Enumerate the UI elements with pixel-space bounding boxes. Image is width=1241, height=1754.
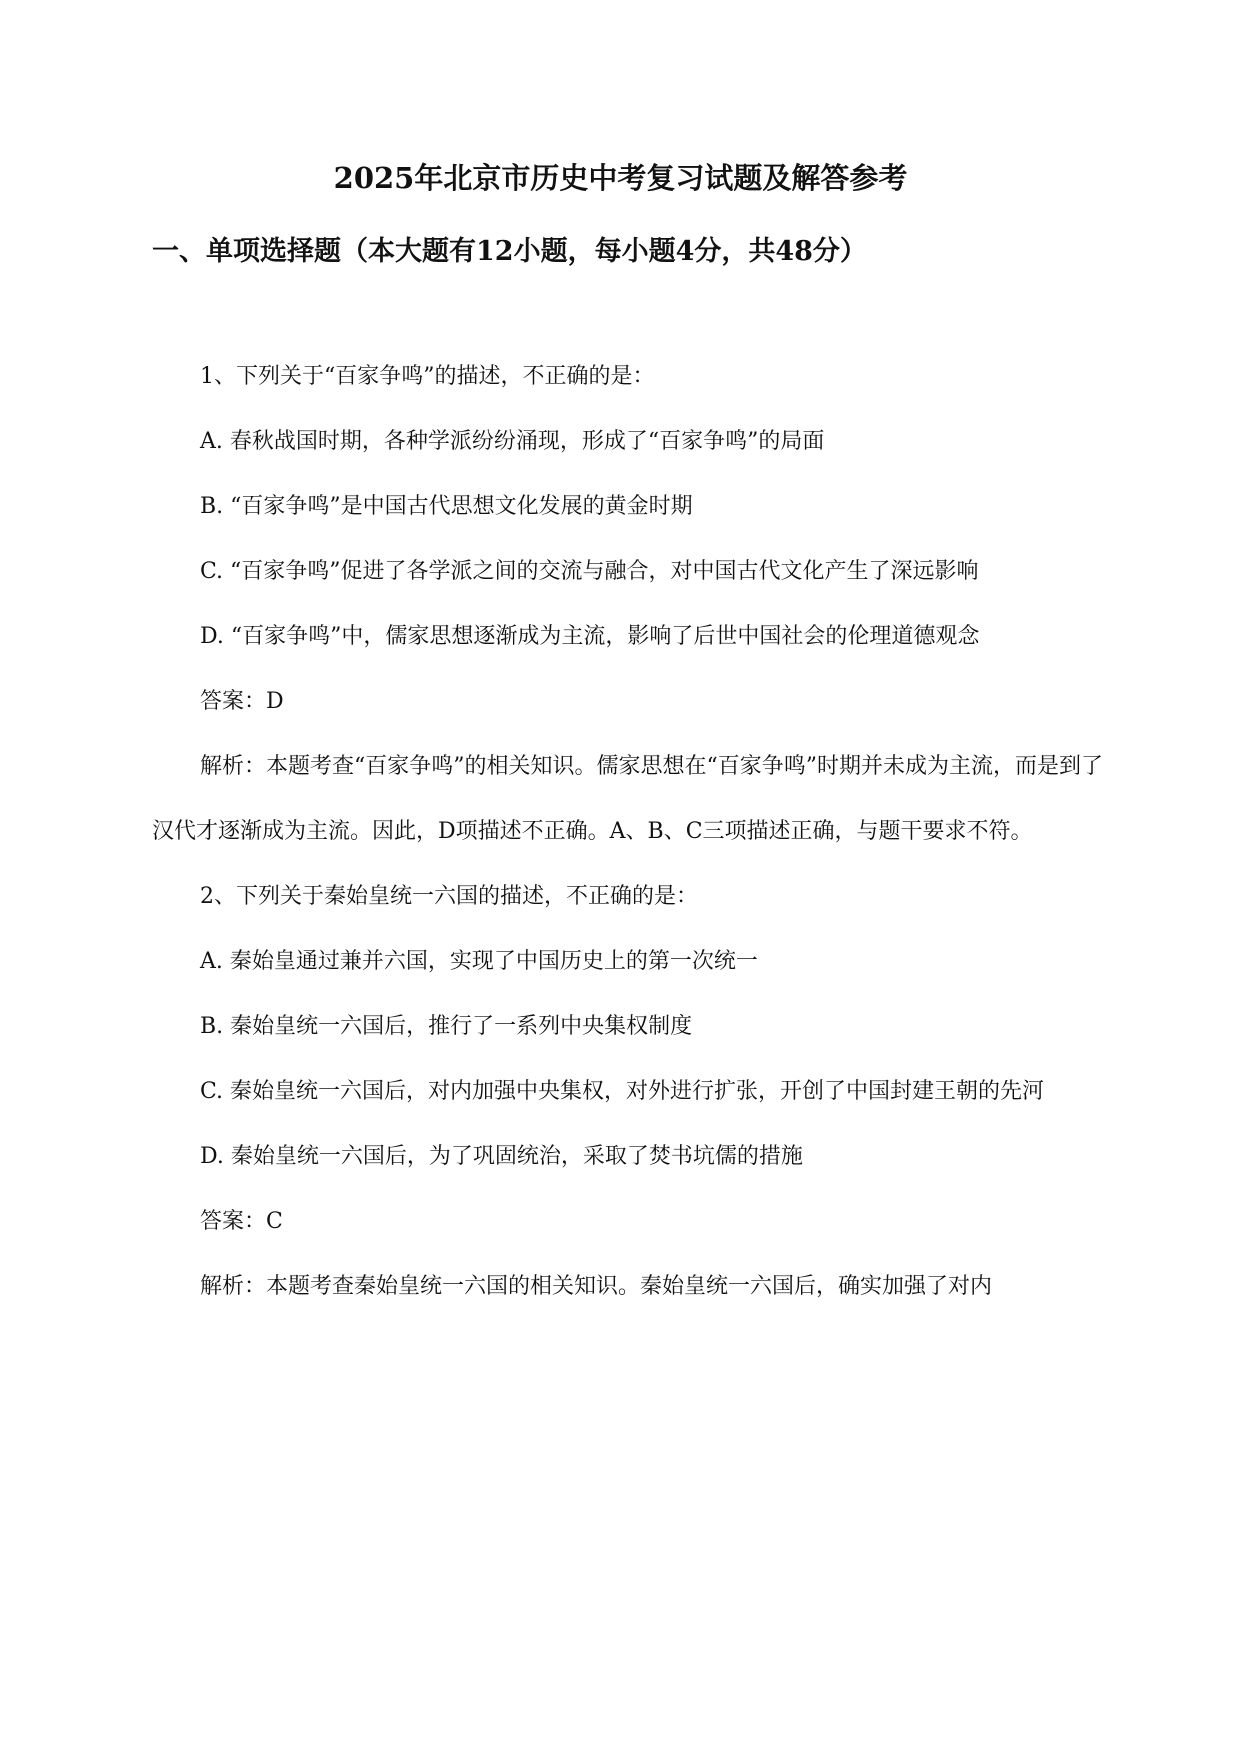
question-1-analysis: 解析：本题考查“百家争鸣”的相关知识。儒家思想在“百家争鸣”时期并未成为主流，而是到了汉代才逐渐成为主流。因此，D项描述不正确。A、B、C三项描述正确，与题干要求不符。 (152, 754, 1103, 844)
section-heading: 一、单项选择题（本大题有12小题，每小题4分，共48分） (152, 236, 867, 267)
question-2-answer: 答案：C (200, 1209, 283, 1234)
question-1-stem: 1、下列关于“百家争鸣”的描述，不正确的是： (200, 364, 655, 389)
question-1-option-a: A. 春秋战国时期，各种学派纷纷涌现，形成了“百家争鸣”的局面 (200, 429, 825, 454)
question-2-option-b: B. 秦始皇统一六国后，推行了一系列中央集权制度 (200, 1014, 693, 1039)
question-2-option-d: D. 秦始皇统一六国后，为了巩固统治，采取了焚书坑儒的措施 (200, 1144, 803, 1169)
question-2-stem: 2、下列关于秦始皇统一六国的描述，不正确的是： (200, 884, 698, 909)
question-2-option-c: C. 秦始皇统一六国后，对内加强中央集权，对外进行扩张，开创了中国封建王朝的先河 (200, 1079, 1045, 1104)
question-1-option-c: C. “百家争鸣”促进了各学派之间的交流与融合，对中国古代文化产生了深远影响 (200, 559, 979, 584)
question-1-option-d: D. “百家争鸣”中，儒家思想逐渐成为主流，影响了后世中国社会的伦理道德观念 (200, 624, 980, 649)
question-2-option-a: A. 秦始皇通过兼并六国，实现了中国历史上的第一次统一 (200, 949, 758, 974)
document-body (152, 344, 1110, 1319)
document-title: 2025年北京市历史中考复习试题及解答参考 (333, 161, 908, 195)
question-1-answer: 答案：D (200, 689, 284, 714)
question-1-option-b: B. “百家争鸣”是中国古代思想文化发展的黄金时期 (200, 494, 693, 519)
question-2-analysis: 解析：本题考查秦始皇统一六国的相关知识。秦始皇统一六国后，确实加强了对内 (200, 1274, 993, 1299)
